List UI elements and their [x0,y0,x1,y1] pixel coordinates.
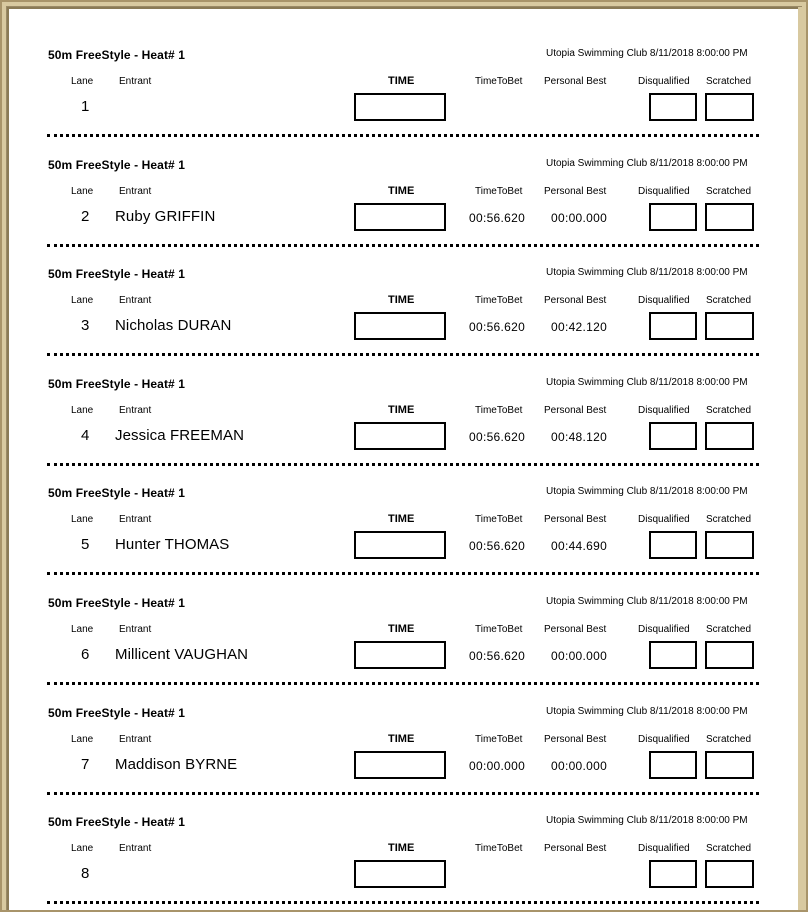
club-date: Utopia Swimming Club 8/11/2018 8:00:00 PM [546,48,748,59]
personal-best-value: 00:00.000 [551,758,608,773]
lane-header: Lane [71,295,94,307]
entrant-header: Entrant [119,295,152,307]
scratched-box[interactable] [705,93,754,121]
disqualified-box[interactable] [649,93,697,121]
lane-number: 8 [81,865,90,883]
time-header: TIME [388,513,415,526]
lane-card [7,150,797,260]
event-title: 50m FreeStyle - Heat# 1 [48,596,186,610]
disqualified-header: Disqualified [638,624,690,635]
time-to-bet-value: 00:56.620 [469,320,526,335]
entrant-header: Entrant [119,843,152,855]
time-to-bet-header: TimeToBet [475,843,523,855]
club-date: Utopia Swimming Club 8/11/2018 8:00:00 PM [546,705,748,717]
personal-best-value: 00:00.000 [551,210,608,225]
scratched-box[interactable] [705,422,754,450]
scratched-box[interactable] [705,751,754,779]
time-header: TIME [388,75,415,87]
time-to-bet-header: TimeToBet [475,733,523,745]
lane-number: 2 [81,207,90,225]
personal-best-header: Personal Best [544,185,607,197]
event-title: 50m FreeStyle - Heat# 1 [48,48,186,62]
disqualified-box[interactable] [649,751,697,779]
time-entry-box[interactable] [354,203,446,231]
time-entry-box[interactable] [354,751,446,779]
lane-header: Lane [71,843,94,855]
scratched-header: Scratched [706,404,752,416]
entrant-name: Nicholas DURAN [115,317,232,335]
scratched-header: Scratched [706,76,752,87]
lane-card [7,807,797,910]
entrant-name: Ruby GRIFFIN [115,207,216,225]
scratched-header: Scratched [706,514,752,526]
club-date: Utopia Swimming Club 8/11/2018 8:00:00 PM [546,267,748,279]
lane-header: Lane [71,185,94,197]
entrant-name: Hunter THOMAS [115,536,230,554]
lane-header: Lane [71,514,94,526]
disqualified-box[interactable] [649,312,697,340]
time-to-bet-value: 00:00.000 [469,758,526,773]
lane-number: 6 [81,646,90,663]
scratched-box[interactable] [705,312,754,340]
event-title: 50m FreeStyle - Heat# 1 [48,157,186,172]
personal-best-header: Personal Best [544,843,607,855]
disqualified-header: Disqualified [638,295,690,307]
lane-card [7,369,797,479]
time-entry-box[interactable] [354,641,446,669]
time-entry-box[interactable] [354,531,446,559]
time-entry-box[interactable] [354,422,446,450]
event-title: 50m FreeStyle - Heat# 1 [48,376,186,391]
event-title: 50m FreeStyle - Heat# 1 [48,705,186,720]
personal-best-value: 00:00.000 [551,649,608,663]
dotted-separator [47,682,759,685]
disqualified-header: Disqualified [638,76,690,87]
lane-header: Lane [71,404,94,416]
dotted-separator [47,792,759,795]
time-to-bet-header: TimeToBet [475,76,523,87]
entrant-name: Millicent VAUGHAN [115,646,249,663]
dotted-separator [47,244,759,247]
lane-number: 1 [81,98,90,115]
dotted-separator [47,463,759,466]
scratched-box[interactable] [705,860,754,888]
disqualified-header: Disqualified [638,733,690,745]
time-header: TIME [388,623,415,635]
time-header: TIME [388,184,415,197]
personal-best-value: 00:42.120 [551,320,608,335]
dotted-separator [47,901,759,904]
time-entry-box[interactable] [354,312,446,340]
club-date: Utopia Swimming Club 8/11/2018 8:00:00 PM [546,157,748,169]
lane-card [7,588,797,698]
event-title: 50m FreeStyle - Heat# 1 [48,486,186,501]
event-title: 50m FreeStyle - Heat# 1 [48,267,186,282]
scratched-header: Scratched [706,185,752,197]
time-to-bet-value: 00:56.620 [469,210,526,225]
entrant-header: Entrant [119,624,152,635]
lane-header: Lane [71,624,94,635]
scratched-header: Scratched [706,733,752,745]
disqualified-box[interactable] [649,641,697,669]
disqualified-box[interactable] [649,531,697,559]
lane-header: Lane [71,76,94,87]
lane-card [7,478,797,588]
time-header: TIME [388,842,415,855]
disqualified-box[interactable] [649,860,697,888]
disqualified-box[interactable] [649,203,697,231]
time-header: TIME [388,403,415,416]
club-date: Utopia Swimming Club 8/11/2018 8:00:00 PM [546,486,748,498]
time-entry-box[interactable] [354,860,446,888]
personal-best-header: Personal Best [544,624,607,635]
time-to-bet-value: 00:56.620 [469,429,526,444]
lane-number: 5 [81,536,90,554]
lane-card [7,259,797,369]
lane-card [7,698,797,808]
personal-best-value: 00:48.120 [551,429,608,444]
entrant-header: Entrant [119,185,152,197]
entrant-header: Entrant [119,404,152,416]
time-entry-box[interactable] [354,93,446,121]
time-to-bet-header: TimeToBet [475,185,523,197]
lane-header: Lane [71,733,94,745]
entrant-header: Entrant [119,514,152,526]
disqualified-header: Disqualified [638,843,690,855]
dotted-separator [47,572,759,575]
time-to-bet-header: TimeToBet [475,295,523,307]
report-page [6,6,802,910]
personal-best-header: Personal Best [544,76,607,87]
scratched-box[interactable] [705,531,754,559]
entrant-name: Maddison BYRNE [115,755,238,773]
lane-number: 4 [81,426,90,444]
scratched-box[interactable] [705,641,754,669]
personal-best-header: Personal Best [544,733,607,745]
scratched-header: Scratched [706,624,752,635]
scratched-header: Scratched [706,295,752,307]
time-to-bet-value: 00:56.620 [469,539,526,554]
scratched-box[interactable] [705,203,754,231]
personal-best-header: Personal Best [544,404,607,416]
lane-number: 3 [81,317,90,335]
time-to-bet-header: TimeToBet [475,404,523,416]
dotted-separator [47,353,759,356]
time-to-bet-header: TimeToBet [475,624,523,635]
event-title: 50m FreeStyle - Heat# 1 [48,815,186,830]
club-date: Utopia Swimming Club 8/11/2018 8:00:00 PM [546,815,748,827]
entrant-header: Entrant [119,76,152,87]
lane-number: 7 [81,755,90,773]
club-date: Utopia Swimming Club 8/11/2018 8:00:00 PM [546,376,748,388]
lane-card [7,40,797,150]
time-header: TIME [388,294,415,307]
time-header: TIME [388,732,415,745]
club-date: Utopia Swimming Club 8/11/2018 8:00:00 PM [546,596,748,607]
disqualified-header: Disqualified [638,185,690,197]
personal-best-header: Personal Best [544,514,607,526]
scratched-header: Scratched [706,843,752,855]
time-to-bet-header: TimeToBet [475,514,523,526]
personal-best-header: Personal Best [544,295,607,307]
disqualified-header: Disqualified [638,514,690,526]
disqualified-header: Disqualified [638,404,690,416]
entrant-header: Entrant [119,733,152,745]
disqualified-box[interactable] [649,422,697,450]
dotted-separator [47,134,759,137]
entrant-name: Jessica FREEMAN [115,426,245,444]
personal-best-value: 00:44.690 [551,539,608,554]
time-to-bet-value: 00:56.620 [469,649,526,663]
